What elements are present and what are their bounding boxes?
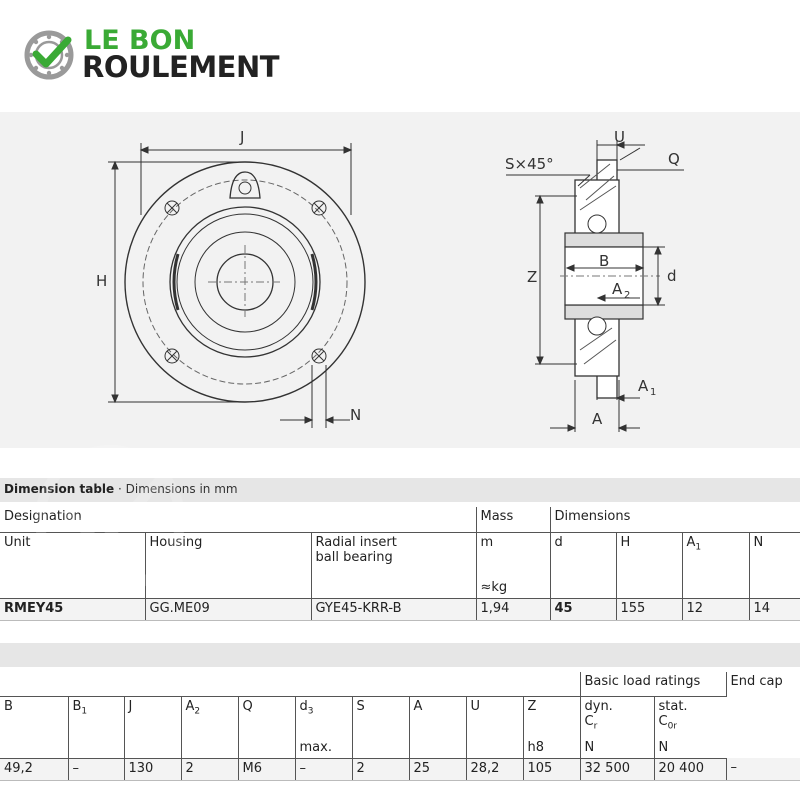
table-row bbox=[0, 598, 800, 620]
cell-N: 14 bbox=[749, 598, 800, 620]
col-B1 bbox=[68, 696, 124, 758]
load-ratings-header: Basic load ratings bbox=[580, 672, 726, 696]
cell-C0r: 20 400 bbox=[654, 758, 726, 780]
col-A2-sub: 2 bbox=[194, 706, 201, 717]
dimension-table bbox=[0, 507, 800, 621]
cell-U: 28,2 bbox=[466, 758, 523, 780]
cell-d: 45 bbox=[550, 598, 616, 620]
col-stat-label: stat. bbox=[658, 698, 688, 714]
cell-S: 2 bbox=[352, 758, 409, 780]
col-Z-note: h8 bbox=[527, 739, 545, 755]
dim-label-H: H bbox=[96, 272, 108, 290]
col-Z-label: Z bbox=[527, 698, 537, 714]
dim-label-A2: A bbox=[612, 280, 623, 298]
cell-J: 130 bbox=[124, 758, 181, 780]
dim-label-A: A bbox=[592, 410, 603, 428]
col-A1-sub: 1 bbox=[695, 542, 702, 553]
col-B: B bbox=[0, 696, 68, 758]
cell-insert: GYE45-KRR-B bbox=[311, 598, 476, 620]
table-subtitle: · Dimensions in mm bbox=[117, 482, 238, 496]
dim-label-N: N bbox=[350, 406, 362, 424]
dim-label-A1-sub: 1 bbox=[650, 387, 657, 398]
table-row bbox=[0, 758, 800, 780]
col-dyn bbox=[580, 696, 654, 758]
col-dyn-label: dyn. bbox=[584, 698, 613, 714]
cell-Q: M6 bbox=[238, 758, 295, 780]
col-d3-label: d bbox=[299, 698, 308, 714]
col-J: J bbox=[124, 696, 181, 758]
col-d: d bbox=[550, 532, 616, 598]
dim-label-B: B bbox=[599, 252, 610, 270]
cell-unit: RMEY45 bbox=[0, 598, 145, 620]
cell-mass: 1,94 bbox=[476, 598, 550, 620]
cell-Z: 105 bbox=[523, 758, 580, 780]
col-S: S bbox=[352, 696, 409, 758]
col-C0r-sub: 0r bbox=[667, 721, 678, 732]
col-d3-sub: 3 bbox=[307, 706, 314, 717]
col-Z bbox=[523, 696, 580, 758]
technical-drawing bbox=[0, 112, 800, 448]
col-Cr-label: C bbox=[584, 713, 594, 729]
col-mass bbox=[476, 532, 550, 598]
col-B1-sub: 1 bbox=[81, 706, 88, 717]
col-A: A bbox=[409, 696, 466, 758]
col-A1-label: A bbox=[686, 534, 696, 550]
col-N: N bbox=[749, 532, 800, 598]
col-B1-label: B bbox=[72, 698, 82, 714]
cell-A: 25 bbox=[409, 758, 466, 780]
col-U: U bbox=[466, 696, 523, 758]
dim-label-d: d bbox=[667, 267, 677, 285]
table2-title-band bbox=[0, 643, 800, 667]
col-housing: Housing bbox=[145, 532, 311, 598]
dim-label-J: J bbox=[240, 128, 245, 146]
col-stat-unit: N bbox=[658, 739, 669, 755]
bearing-check-icon bbox=[24, 30, 74, 80]
dim-label-A1: A bbox=[638, 377, 649, 395]
dim-label-U: U bbox=[614, 128, 625, 146]
cell-B1: – bbox=[68, 758, 124, 780]
cell-B: 49,2 bbox=[0, 758, 68, 780]
mass-header: Mass bbox=[476, 507, 550, 532]
front-labels bbox=[96, 128, 361, 424]
col-Q: Q bbox=[238, 696, 295, 758]
brand-line1: LE BON bbox=[84, 25, 196, 56]
col-unit: Unit bbox=[0, 532, 145, 598]
col-insert-line1: Radial insert bbox=[315, 534, 397, 550]
col-H: H bbox=[616, 532, 682, 598]
dim-label-A2-sub: 2 bbox=[624, 290, 631, 301]
front-view bbox=[108, 143, 365, 428]
side-view bbox=[506, 140, 684, 432]
col-Cr-sub: r bbox=[593, 721, 598, 732]
col-d3-note: max. bbox=[299, 739, 332, 755]
col-insert-line2: ball bearing bbox=[315, 549, 393, 565]
col-A2 bbox=[181, 696, 238, 758]
col-insert bbox=[311, 532, 476, 598]
col-mass-symbol: m bbox=[480, 534, 494, 550]
dimension-table-2 bbox=[0, 672, 800, 781]
col-d3 bbox=[295, 696, 352, 758]
col-C0r-label: C bbox=[658, 713, 668, 729]
table-title: Dimension table bbox=[4, 482, 115, 496]
cell-A1: 12 bbox=[682, 598, 749, 620]
cell-endcap: – bbox=[726, 758, 800, 780]
dim-label-Z: Z bbox=[527, 268, 538, 286]
col-dyn-unit: N bbox=[584, 739, 595, 755]
table1-title bbox=[4, 482, 238, 496]
dimensions-header: Dimensions bbox=[550, 507, 800, 532]
cell-H: 155 bbox=[616, 598, 682, 620]
header bbox=[0, 0, 800, 112]
col-A2-label: A bbox=[185, 698, 195, 714]
designation-header: Designation bbox=[0, 507, 476, 532]
cell-A2: 2 bbox=[181, 758, 238, 780]
brand-line2: ROULEMENT bbox=[82, 50, 280, 84]
cell-housing: GG.ME09 bbox=[145, 598, 311, 620]
dim-label-Q: Q bbox=[668, 150, 680, 168]
dim-label-S: S×45° bbox=[505, 155, 554, 173]
col-mass-unit: ≈kg bbox=[480, 579, 508, 595]
cell-Cr: 32 500 bbox=[580, 758, 654, 780]
col-stat bbox=[654, 696, 726, 758]
cell-d3: – bbox=[295, 758, 352, 780]
col-A1 bbox=[682, 532, 749, 598]
end-cap-header: End cap bbox=[730, 674, 783, 689]
